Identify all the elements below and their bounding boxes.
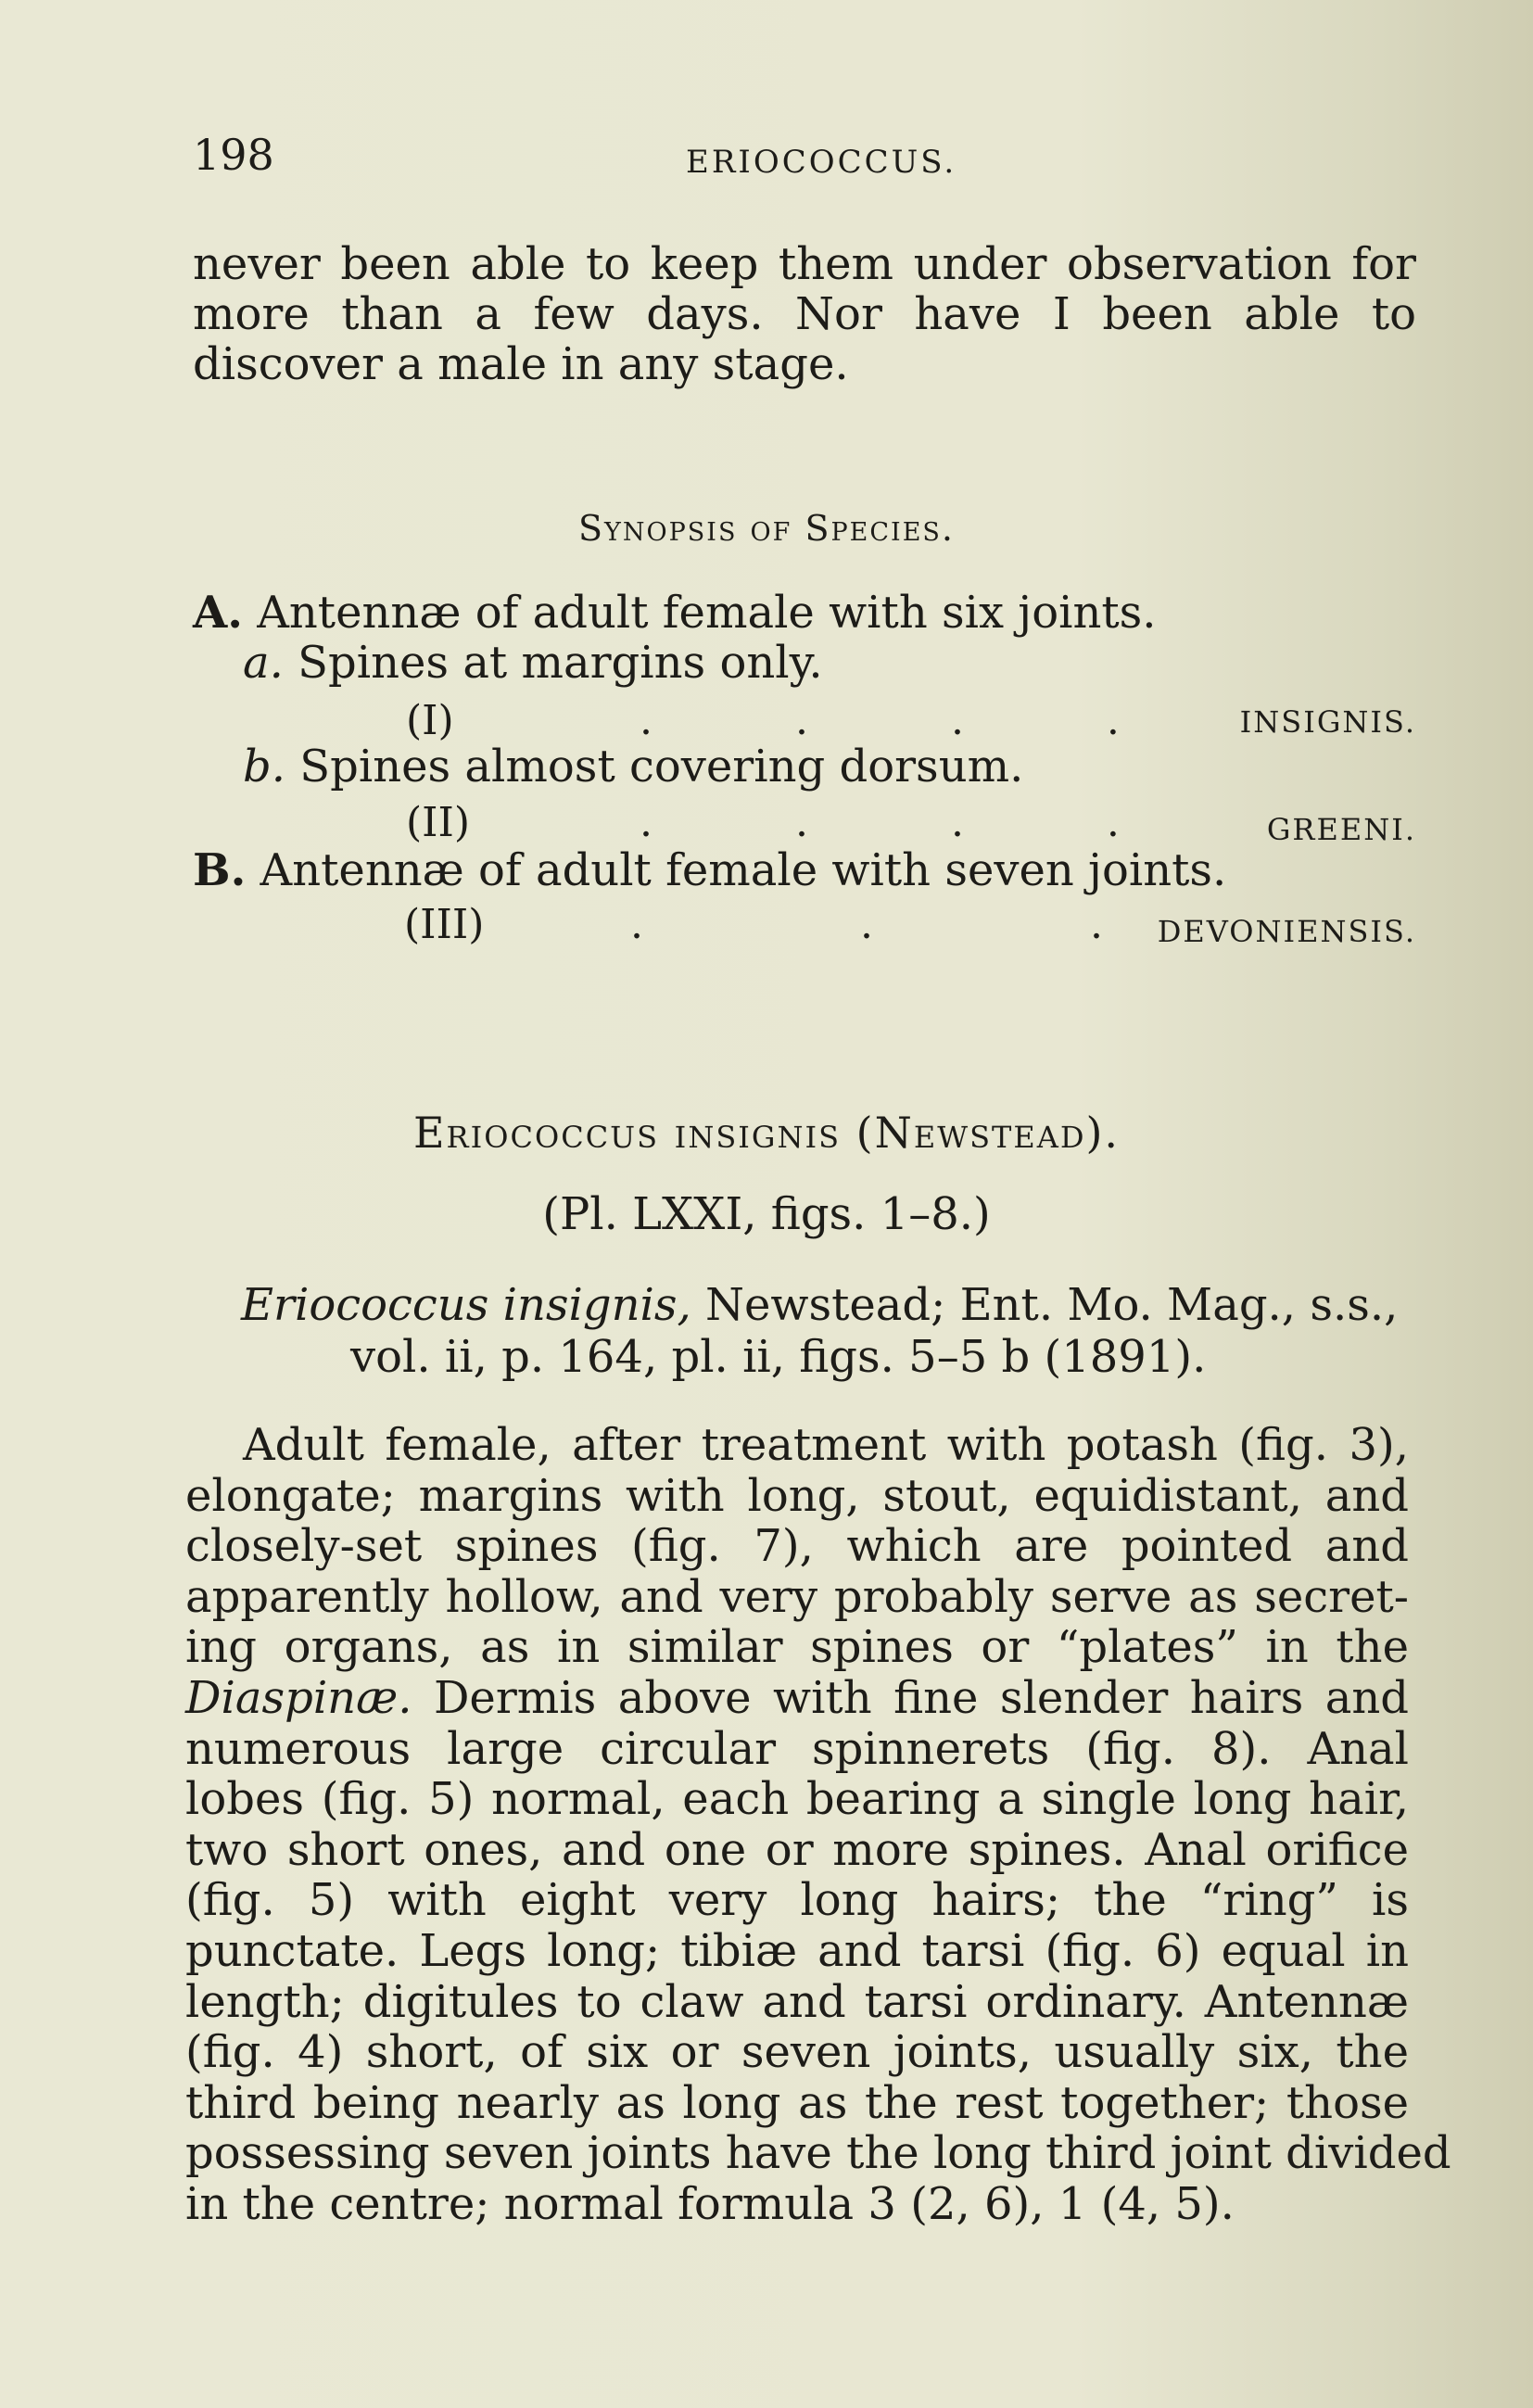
- key-numeral: (I): [406, 697, 454, 744]
- key-marker: b.: [243, 741, 285, 792]
- text-line: elongate; margins with long, stout, equidistant, and: [185, 1469, 1409, 1522]
- text-line: numerous large circular spinnerets (fig. 8). Anal: [185, 1722, 1409, 1775]
- text-line: in the centre; normal formula 3 (2, 6), 1 (4, 5).: [185, 2177, 1235, 2230]
- intro-paragraph: [193, 239, 1416, 389]
- bibliographic-citation: [241, 1279, 1398, 1383]
- text-line: never been able to keep them under observation for: [193, 238, 1416, 290]
- key-marker: a.: [243, 637, 284, 689]
- running-title: ERIOCOCCUS.: [686, 144, 957, 181]
- key-leader-dots: . . . .: [640, 799, 1185, 846]
- key-leader-dots: . . . .: [640, 697, 1185, 744]
- key-text: Antennæ of adult female with six joints.: [257, 587, 1157, 639]
- key-text: Spines at margins only.: [298, 637, 823, 689]
- key-entry-b: [243, 741, 1023, 792]
- text-line: punctate. Legs long; tibiæ and tarsi (fig. 6) equal in: [185, 1924, 1409, 1977]
- key-species-name: GREENI.: [1266, 812, 1416, 847]
- text-line: possessing seven joints have the long third joint divided: [185, 2127, 1451, 2180]
- synopsis-heading: Synopsis of Species.: [578, 508, 955, 549]
- key-entry-A: [193, 588, 1157, 638]
- species-heading: [0, 1108, 1533, 1158]
- key-numeral: (II): [406, 799, 471, 846]
- text-line: closely-set spines (fig. 7), which are pointed and: [185, 1520, 1409, 1573]
- key-text: Spines almost covering dorsum.: [299, 741, 1024, 792]
- key-leader-dots: . . .: [630, 901, 1205, 948]
- text-line: apparently hollow, and very probably serve as secret-: [185, 1570, 1409, 1623]
- text-line: ing organs, as in similar spines or “plates” in the: [185, 1621, 1409, 1674]
- key-text: Antennæ of adult female with seven joints.: [260, 844, 1227, 896]
- text-line: more than a few days. Nor have I been able to: [193, 288, 1416, 340]
- species-name: Eriococcus insignis: [412, 1108, 842, 1158]
- citation-taxon: Eriococcus insignis,: [241, 1279, 691, 1331]
- citation-details: vol. ii, p. 164, pl. ii, figs. 5–5 b (1891).: [350, 1331, 1207, 1383]
- key-species-name: DEVONIENSIS.: [1157, 914, 1416, 949]
- text-line: Adult female, after treatment with potash (fig. 3),: [243, 1419, 1409, 1471]
- description-paragraph: [185, 1419, 1451, 2230]
- italic-term: Diaspinæ.: [185, 1671, 412, 1724]
- text-line: third being nearly as long as the rest together; those: [185, 2076, 1409, 2129]
- key-entry-B: [193, 845, 1226, 895]
- text-line: (fig. 4) short, of six or seven joints, usually six, the: [185, 2026, 1409, 2079]
- key-numeral: (III): [404, 901, 485, 948]
- citation-source: Newstead; Ent. Mo. Mag., s.s.,: [704, 1279, 1399, 1331]
- plate-reference: (Pl. LXXI, figs. 1–8.): [542, 1188, 991, 1240]
- text-line: two short ones, and one or more spines. Anal orifice: [185, 1823, 1409, 1876]
- key-species-name: INSIGNIS.: [1239, 704, 1416, 740]
- species-author: (Newstead).: [855, 1108, 1121, 1158]
- text-line: [185, 1673, 1409, 1724]
- key-marker: A.: [193, 587, 243, 639]
- text-line: length; digitules to claw and tarsi ordinary. Antennæ: [185, 1975, 1409, 2028]
- key-marker: B.: [193, 844, 247, 896]
- page-number: 198: [193, 130, 274, 180]
- text-line: lobes (fig. 5) normal, each bearing a single long hair,: [185, 1773, 1409, 1826]
- text-line: discover a male in any stage.: [193, 338, 849, 390]
- running-head: [0, 0, 1533, 204]
- key-entry-a: [243, 638, 823, 688]
- text-fragment: Dermis above with fine slender hairs and: [433, 1671, 1409, 1724]
- text-line: (fig. 5) with eight very long hairs; the “ring” is: [185, 1874, 1409, 1927]
